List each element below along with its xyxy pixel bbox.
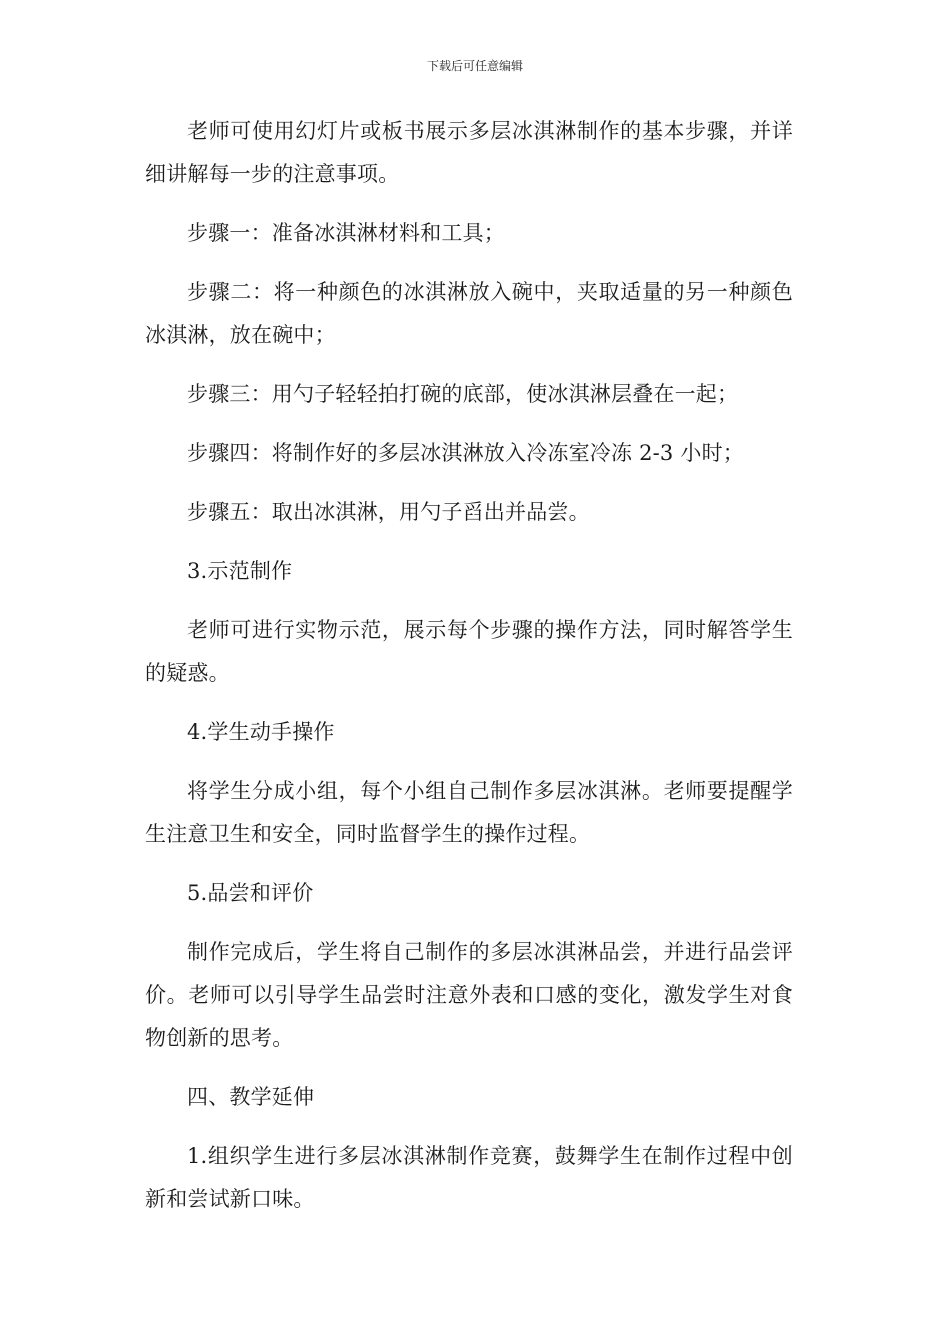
section-heading-tasting: 5.品尝和评价 xyxy=(187,881,314,905)
document-body xyxy=(145,110,793,1237)
paragraph-hands-on: 将学生分成小组，每个小组自己制作多层冰淇淋。老师要提醒学生注意卫生和安全，同时监督学生的操作过程。 xyxy=(145,779,793,846)
paragraph-tasting: 制作完成后，学生将自己制作的多层冰淇淋品尝，并进行品尝评价。老师可以引导学生品尝时注意外表和口感的变化，激发学生对食物创新的思考。 xyxy=(145,940,793,1050)
paragraph-step-1: 步骤一：准备冰淇淋材料和工具； xyxy=(187,221,505,245)
paragraph-demo: 老师可进行实物示范，展示每个步骤的操作方法，同时解答学生的疑惑。 xyxy=(145,618,793,685)
paragraph-extension-1: 1.组织学生进行多层冰淇淋制作竞赛，鼓舞学生在制作过程中创新和尝试新口味。 xyxy=(145,1144,793,1211)
section-heading-demo: 3.示范制作 xyxy=(187,559,293,583)
section-heading-hands-on: 4.学生动手操作 xyxy=(187,720,335,744)
paragraph-step-5: 步骤五：取出冰淇淋，用勺子舀出并品尝。 xyxy=(187,500,590,524)
paragraph-step-3: 步骤三：用勺子轻轻拍打碗的底部，使冰淇淋层叠在一起； xyxy=(187,382,739,406)
paragraph-step-4: 步骤四：将制作好的多层冰淇淋放入冷冻室冷冻 2-3 小时； xyxy=(187,441,744,465)
paragraph-step-2: 步骤二：将一种颜色的冰淇淋放入碗中，夹取适量的另一种颜色冰淇淋，放在碗中； xyxy=(145,280,793,347)
paragraph-intro: 老师可使用幻灯片或板书展示多层冰淇淋制作的基本步骤，并详细讲解每一步的注意事项。 xyxy=(145,119,793,186)
section-heading-extension: 四、教学延伸 xyxy=(187,1085,315,1109)
page-header: 下载后可任意编辑 xyxy=(426,59,523,73)
